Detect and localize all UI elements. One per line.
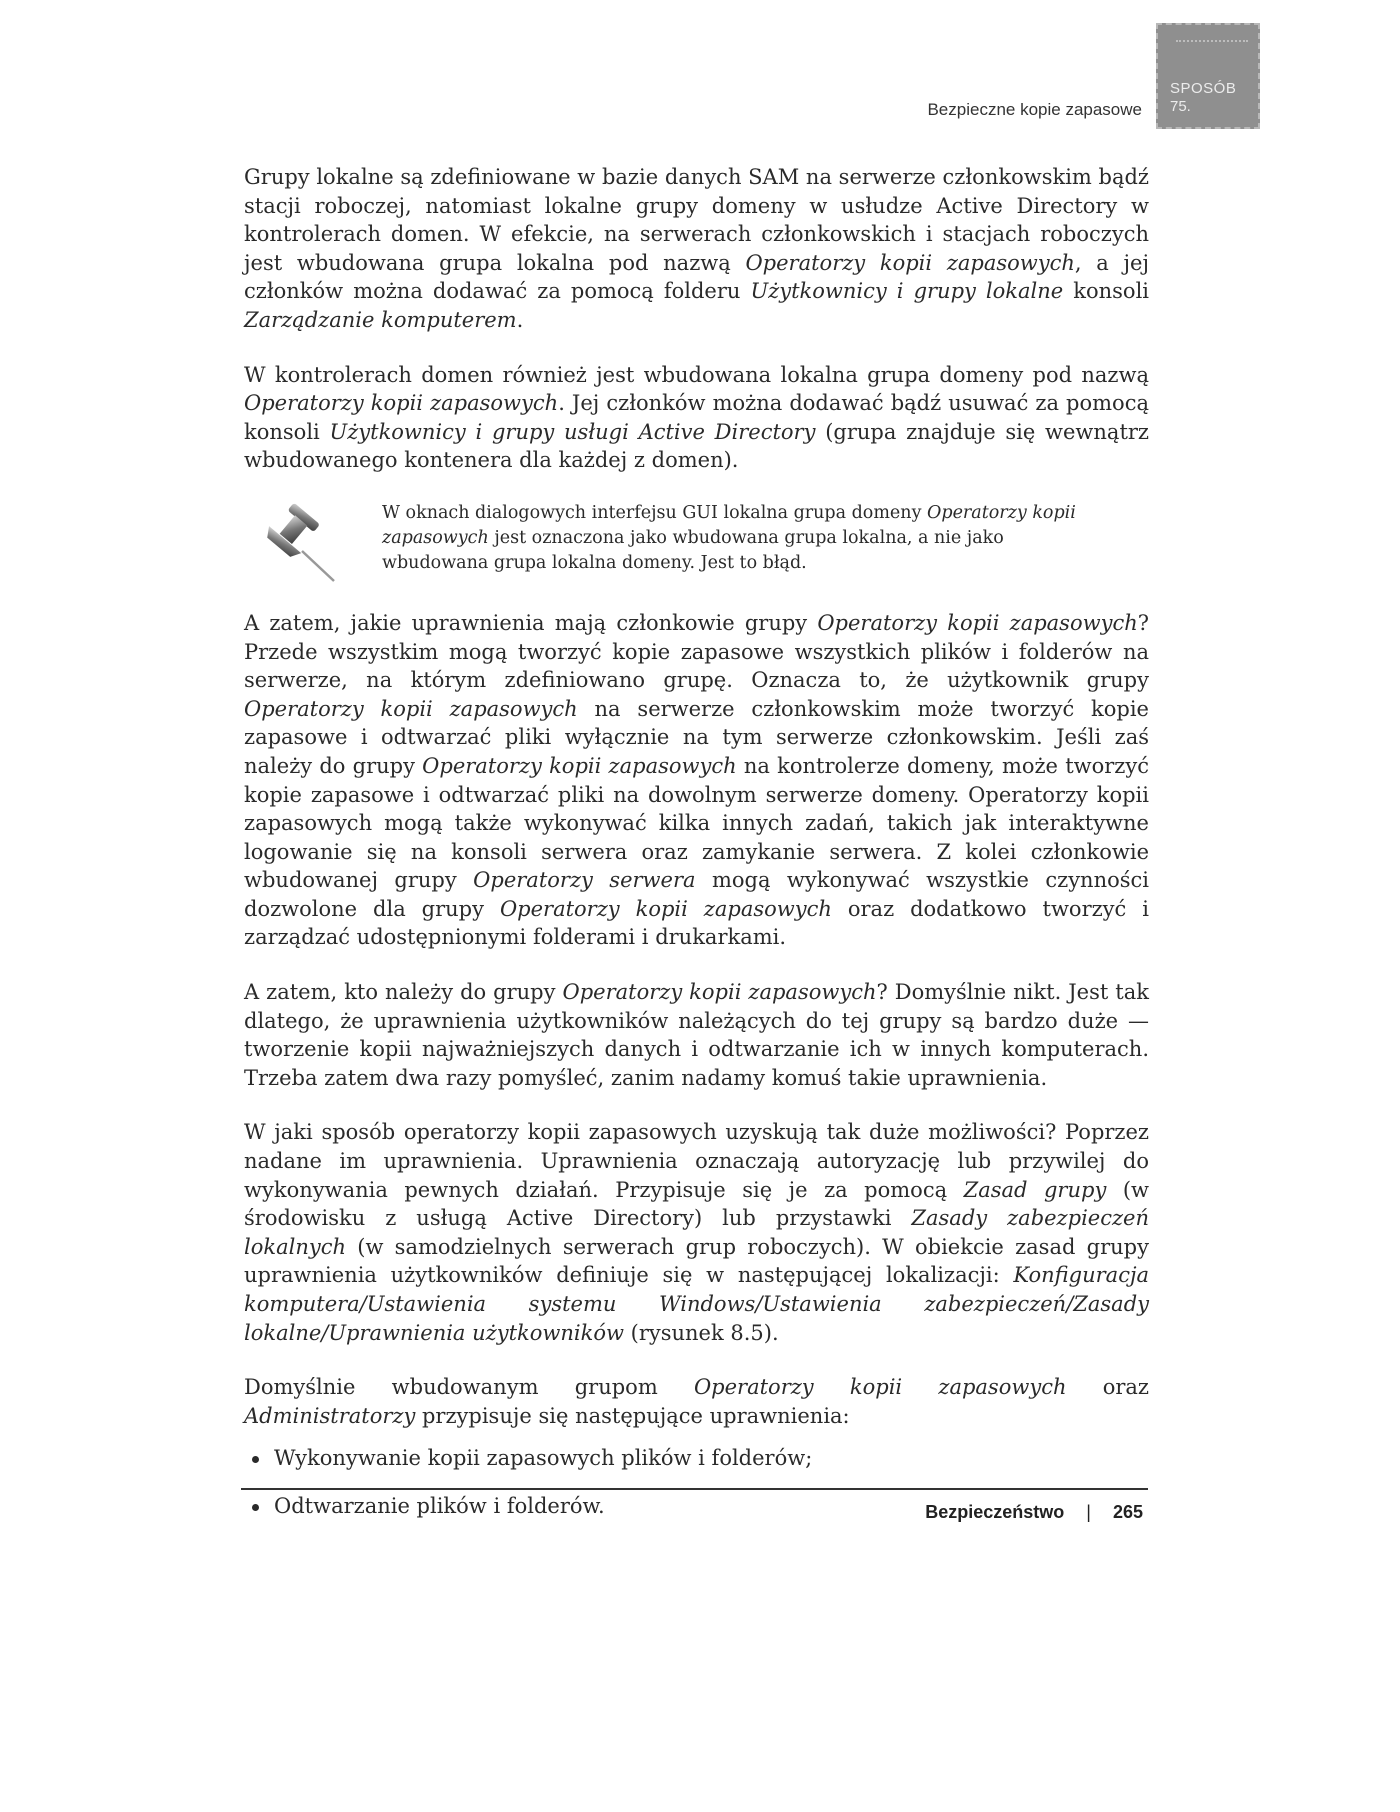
paragraph-1: Grupy lokalne są zdefiniowane w bazie danych SAM na serwerze członkowskim bądź stacji roboczej, natomiast lokalne grupy domeny w usłudze Active Directory w kontrolerach domen. W efekcie, na serwerach członkowskich i stacjach roboczych jest wbudowana grupa lokalna pod nazwą Operatorzy kopii zapasowych, a jej członków można dodawać za pomocą folderu Użytkownicy i grupy lokalne konsoli Zarządzanie komputerem. — [244, 165, 1149, 332]
pushpin-icon — [244, 501, 382, 587]
paragraph-6: Domyślnie wbudowanym grupom Operatorzy kopii zapasowych oraz Administratorzy przypisuje się następujące uprawnienia: — [244, 1375, 1149, 1428]
paragraph-5: W jaki sposób operatorzy kopii zapasowych uzyskują tak duże możliwości? Poprzez nadane im uprawnienia. Uprawnienia oznaczają autoryzację lub przywilej do wykonywania pewnych działań. Przypisuje się je za pomocą Zasad grupy (w środowisku z usługą Active Directory) lub przystawki Zasady zabezpieczeń lokalnych (w samodzielnych serwerach grup roboczych). W obiekcie zasad grupy uprawnienia użytkowników definiuje się w następującej lokalizacji: Konfiguracja komputera/Ustawienia systemu Windows/Ustawienia zabezpieczeń/Zasady lokalne/Uprawnienia użytkowników (rysunek 8.5). — [244, 1120, 1149, 1345]
list-item: Odtwarzanie plików i folderów. — [244, 1492, 1149, 1520]
note-block — [244, 501, 1149, 587]
paragraph-3: A zatem, jakie uprawnienia mają członkowie grupy Operatorzy kopii zapasowych? Przede wszystkim mogą tworzyć kopie zapasowe wszystkich plików i folderów na serwerze, na którym zdefiniowano grupę. Oznacza to, że użytkownik grupy Operatorzy kopii zapasowych na serwerze członkowskim może tworzyć kopie zapasowe i odtwarzać pliki wyłącznie na tym serwerze członkowskim. Jeśli zaś należy do grupy Operatorzy kopii zapasowych na kontrolerze domeny, może tworzyć kopie zapasowe i odtwarzać pliki na dowolnym serwerze domeny. Operatorzy kopii zapasowych mogą także wykonywać kilka innych zadań, takich jak interaktywne logowanie się na konsoli serwera oraz zamykanie serwera. Z kolei członkowie wbudowanej grupy Operatorzy serwera mogą wykonywać wszystkie czynności dozwolone dla grupy Operatorzy kopii zapasowych oraz dodatkowo tworzyć i zarządzać udostępnionymi folderami i drukarkami. — [244, 610, 1150, 950]
footer-separator: | — [1086, 1502, 1091, 1522]
running-head: Bezpieczne kopie zapasowe — [927, 100, 1142, 119]
footer-rule — [241, 1488, 1148, 1490]
hack-badge — [1156, 23, 1260, 129]
footer-chapter: Bezpieczeństwo — [925, 1502, 1065, 1522]
badge-label: SPOSÓB — [1170, 80, 1237, 97]
list-item: Wykonywanie kopii zapasowych plików i folderów; — [244, 1444, 1149, 1472]
note-text: W oknach dialogowych interfejsu GUI lokalna grupa domeny Operatorzy kopii zapasowych jest oznaczona jako wbudowana grupa lokalna, a nie jako wbudowana grupa lokalna domeny. Jest to błąd. — [382, 502, 1076, 573]
paragraph-4: A zatem, kto należy do grupy Operatorzy kopii zapasowych? Domyślnie nikt. Jest tak dlatego, że uprawnienia użytkowników należących do tej grupy są bardzo duże — tworzenie kopii najważniejszych danych i odtwarzanie ich w innych komputerach. Trzeba zatem dwa razy pomyśleć, zanim nadamy komuś takie uprawnienia. — [244, 980, 1149, 1090]
badge-number: 75. — [1170, 98, 1191, 115]
page-content — [244, 163, 1149, 1540]
paragraph-2: W kontrolerach domen również jest wbudowana lokalna grupa domeny pod nazwą Operatorzy kopii zapasowych. Jej członków można dodawać bądź usuwać za pomocą konsoli Użytkownicy i grupy usługi Active Directory (grupa znajduje się wewnątrz wbudowanego kontenera dla każdej z domen). — [244, 362, 1149, 473]
page-number: 265 — [1112, 1502, 1143, 1522]
page-footer — [925, 1502, 1143, 1523]
